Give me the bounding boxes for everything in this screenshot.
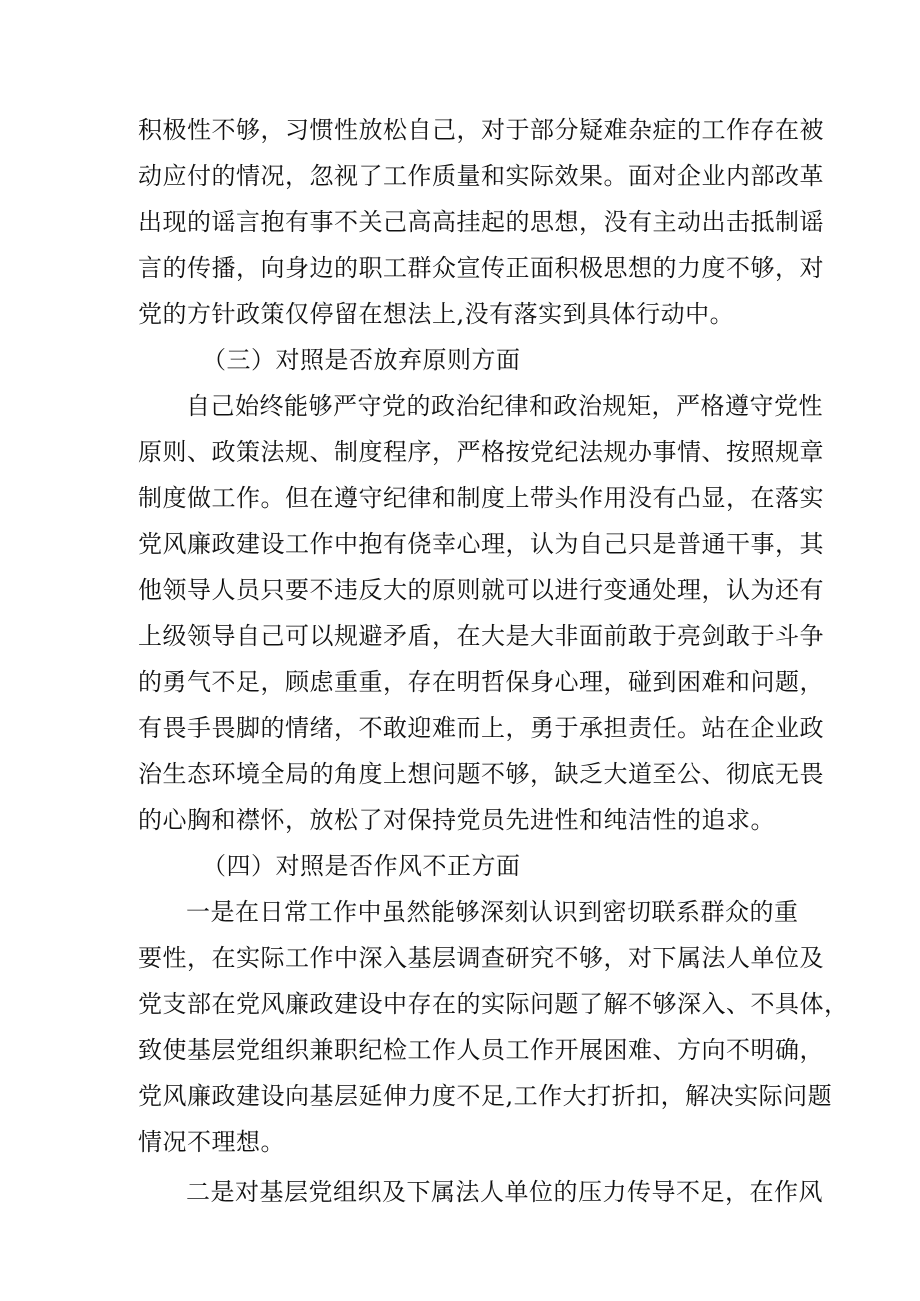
paragraph-line: 二是对基层党组织及下属法人单位的压力传导不足，在作风 — [186, 1178, 823, 1206]
paragraph-line: 积极性不够，习惯性放松自己，对于部分疑难杂症的工作存在被 — [138, 116, 824, 144]
paragraph-line: 情况不理想。 — [138, 1128, 285, 1156]
paragraph-line: 党风廉政建设工作中抱有侥幸心理，认为自己只是普通干事，其 — [138, 530, 824, 558]
paragraph-line: 致使基层党组织兼职纪检工作人员工作开展困难、方向不明确， — [138, 1036, 824, 1064]
paragraph-line: 一是在日常工作中虽然能够深刻认识到密切联系群众的重 — [186, 898, 799, 926]
paragraph-line: 言的传播，向身边的职工群众宣传正面积极思想的力度不够，对 — [138, 254, 824, 282]
paragraph-line: 原则、政策法规、制度程序，严格按党纪法规办事情、按照规章 — [138, 438, 824, 466]
section-heading-3: （三）对照是否放弃原则方面 — [202, 346, 521, 374]
paragraph-line: 有畏手畏脚的情绪，不敢迎难而上，勇于承担责任。站在企业政 — [138, 714, 824, 742]
paragraph-line: 要性，在实际工作中深入基层调查研究不够，对下属法人单位及 — [138, 944, 824, 972]
paragraph-line: 上级领导自己可以规避矛盾，在大是大非面前敢于亮剑敢于斗争 — [138, 622, 824, 650]
paragraph-line: 的心胸和襟怀，放松了对保持党员先进性和纯洁性的追求。 — [138, 806, 775, 834]
paragraph-line: 党的方针政策仅停留在想法上,没有落实到具体行动中。 — [138, 300, 735, 328]
paragraph-line: 制度做工作。但在遵守纪律和制度上带头作用没有凸显，在落实 — [138, 484, 824, 512]
paragraph-line: 党风廉政建设向基层延伸力度不足,工作大打折扣，解决实际问题 — [138, 1082, 833, 1110]
paragraph-line: 治生态环境全局的角度上想问题不够，缺乏大道至公、彻底无畏 — [138, 760, 824, 788]
paragraph-line: 出现的谣言抱有事不关己高高挂起的思想，没有主动出击抵制谣 — [138, 208, 824, 236]
paragraph-line: 自己始终能够严守党的政治纪律和政治规矩，严格遵守党性 — [186, 392, 823, 420]
paragraph-line: 党支部在党风廉政建设中存在的实际问题了解不够深入、不具体， — [138, 990, 849, 1018]
paragraph-line: 他领导人员只要不违反大的原则就可以进行变通处理，认为还有 — [138, 576, 824, 604]
section-heading-4: （四）对照是否作风不正方面 — [202, 852, 521, 880]
paragraph-line: 的勇气不足，顾虑重重，存在明哲保身心理，碰到困难和问题， — [138, 668, 824, 696]
paragraph-line: 动应付的情况，忽视了工作质量和实际效果。面对企业内部改革 — [138, 162, 824, 190]
